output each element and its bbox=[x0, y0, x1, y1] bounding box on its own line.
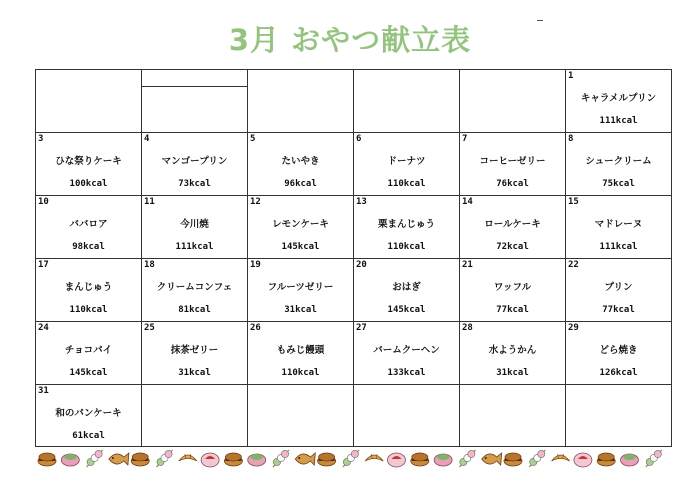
snack-kcal: 145kcal bbox=[69, 368, 108, 378]
day-number: 25 bbox=[144, 323, 155, 333]
calendar-cell bbox=[566, 322, 672, 385]
snack-name: まんじゅう bbox=[64, 282, 113, 293]
week-row bbox=[36, 133, 672, 196]
snack-kcal: 77kcal bbox=[496, 305, 529, 315]
day-number: 7 bbox=[462, 134, 468, 144]
day-number: 10 bbox=[38, 197, 49, 207]
calendar-cell bbox=[142, 70, 248, 133]
cell-split-line bbox=[142, 70, 247, 87]
day-number: 8 bbox=[568, 134, 574, 144]
day-number: 15 bbox=[568, 197, 579, 207]
snack-name: シュークリーム bbox=[585, 156, 652, 167]
daifuku-icon bbox=[388, 453, 406, 467]
dorayaki-icon bbox=[411, 453, 429, 466]
calendar-cell bbox=[36, 70, 142, 133]
calendar-cell bbox=[460, 196, 566, 259]
day-number: 14 bbox=[462, 197, 473, 207]
snack-name: フルーツゼリー bbox=[267, 282, 334, 293]
calendar-cell bbox=[566, 70, 672, 133]
day-number: 3 bbox=[38, 134, 44, 144]
snack-kcal: 31kcal bbox=[496, 368, 529, 378]
week-row bbox=[36, 385, 672, 447]
day-number: 29 bbox=[568, 323, 579, 333]
dango-icon bbox=[343, 450, 359, 467]
snack-kcal: 98kcal bbox=[72, 242, 105, 252]
dango-icon bbox=[459, 450, 475, 467]
day-number: 13 bbox=[356, 197, 367, 207]
snack-name: プリン bbox=[604, 282, 633, 293]
taiyaki-icon bbox=[109, 453, 129, 465]
calendar-cell bbox=[566, 133, 672, 196]
calendar-cell bbox=[36, 322, 142, 385]
dorayaki-icon bbox=[504, 453, 522, 466]
snack-name: 今川焼 bbox=[180, 219, 209, 230]
snack-name: 抹茶ゼリー bbox=[170, 345, 219, 356]
snack-name: 栗まんじゅう bbox=[377, 219, 435, 230]
snack-name: クリームコンフェ bbox=[156, 282, 233, 293]
day-number: 28 bbox=[462, 323, 473, 333]
calendar-cell bbox=[460, 322, 566, 385]
snack-name: バームクーヘン bbox=[373, 345, 440, 356]
day-number: 20 bbox=[356, 260, 367, 270]
calendar-cell bbox=[566, 196, 672, 259]
calendar-cell bbox=[248, 133, 354, 196]
calendar-cell bbox=[354, 133, 460, 196]
snack-name: マンゴープリン bbox=[161, 156, 228, 167]
snack-name: ひな祭りケーキ bbox=[55, 156, 122, 167]
week-row bbox=[36, 259, 672, 322]
calendar-cell bbox=[248, 70, 354, 133]
day-number: 27 bbox=[356, 323, 367, 333]
croissant-icon bbox=[552, 454, 570, 461]
snack-kcal: 111kcal bbox=[599, 242, 638, 252]
croissant-icon bbox=[365, 454, 383, 461]
snack-kcal: 111kcal bbox=[599, 116, 638, 126]
dango-icon bbox=[646, 450, 662, 467]
snack-kcal: 145kcal bbox=[387, 305, 426, 315]
calendar-cell bbox=[248, 322, 354, 385]
calendar-cell bbox=[142, 385, 248, 447]
mochi-icon bbox=[621, 454, 639, 466]
snack-name: どら焼き bbox=[599, 345, 638, 356]
snack-name: 和のパンケーキ bbox=[55, 408, 122, 419]
snack-name: マドレーヌ bbox=[594, 219, 643, 230]
day-number: 6 bbox=[356, 134, 362, 144]
week-row bbox=[36, 196, 672, 259]
calendar-cell bbox=[142, 259, 248, 322]
calendar-cell bbox=[36, 259, 142, 322]
calendar-cell bbox=[566, 385, 672, 447]
snack-kcal: 81kcal bbox=[178, 305, 211, 315]
snack-name: おはぎ bbox=[392, 282, 421, 293]
snack-kcal: 73kcal bbox=[178, 179, 211, 189]
daifuku-icon bbox=[574, 453, 592, 467]
snack-name: たいやき bbox=[281, 156, 320, 167]
week-row bbox=[36, 70, 672, 133]
calendar-cell bbox=[354, 259, 460, 322]
calendar-cell bbox=[566, 259, 672, 322]
day-number: 5 bbox=[250, 134, 256, 144]
snack-name: コーヒーゼリー bbox=[479, 156, 546, 167]
day-number: 21 bbox=[462, 260, 473, 270]
snack-kcal: 61kcal bbox=[72, 431, 105, 441]
day-number: 31 bbox=[38, 386, 49, 396]
dango-icon bbox=[529, 450, 545, 467]
snack-kcal: 75kcal bbox=[602, 179, 635, 189]
snack-name: ワッフル bbox=[493, 282, 532, 293]
snack-kcal: 77kcal bbox=[602, 305, 635, 315]
snack-kcal: 126kcal bbox=[599, 368, 638, 378]
dorayaki-icon bbox=[318, 453, 336, 466]
snack-name: もみじ饅頭 bbox=[276, 345, 325, 356]
day-number: 17 bbox=[38, 260, 49, 270]
taiyaki-icon bbox=[482, 453, 502, 465]
snack-name: キャラメルプリン bbox=[580, 93, 657, 104]
calendar-table bbox=[35, 69, 672, 447]
snack-name: 水ようかん bbox=[488, 345, 537, 356]
snack-kcal: 31kcal bbox=[284, 305, 317, 315]
snack-name: ドーナツ bbox=[387, 156, 426, 167]
calendar-cell bbox=[142, 322, 248, 385]
snack-kcal: 145kcal bbox=[281, 242, 320, 252]
calendar-cell bbox=[142, 196, 248, 259]
dango-icon bbox=[87, 450, 103, 467]
daifuku-icon bbox=[201, 453, 219, 467]
day-number: 24 bbox=[38, 323, 49, 333]
calendar-cell bbox=[354, 70, 460, 133]
day-number: 22 bbox=[568, 260, 579, 270]
calendar-cell bbox=[142, 133, 248, 196]
calendar-cell bbox=[354, 322, 460, 385]
snack-kcal: 110kcal bbox=[387, 242, 426, 252]
calendar-cell bbox=[248, 196, 354, 259]
dorayaki-icon bbox=[224, 453, 242, 466]
corner-mark bbox=[537, 20, 543, 21]
day-number: 18 bbox=[144, 260, 155, 270]
snack-border bbox=[36, 447, 666, 471]
calendar-cell bbox=[248, 385, 354, 447]
calendar-cell bbox=[354, 196, 460, 259]
snack-kcal: 72kcal bbox=[496, 242, 529, 252]
calendar-cell bbox=[460, 259, 566, 322]
dorayaki-icon bbox=[38, 453, 56, 466]
croissant-icon bbox=[179, 454, 197, 461]
calendar-cell bbox=[36, 133, 142, 196]
calendar-cell bbox=[460, 385, 566, 447]
dango-icon bbox=[273, 450, 289, 467]
snack-name: チョコパイ bbox=[64, 345, 113, 356]
snack-name: ロールケーキ bbox=[484, 219, 541, 230]
snack-kcal: 31kcal bbox=[178, 368, 211, 378]
calendar-cell bbox=[460, 133, 566, 196]
week-row bbox=[36, 322, 672, 385]
snack-kcal: 133kcal bbox=[387, 368, 426, 378]
calendar-cell bbox=[36, 196, 142, 259]
day-number: 1 bbox=[568, 71, 574, 81]
snack-kcal: 110kcal bbox=[281, 368, 320, 378]
day-number: 19 bbox=[250, 260, 261, 270]
day-number: 12 bbox=[250, 197, 261, 207]
snack-kcal: 76kcal bbox=[496, 179, 529, 189]
calendar-cell bbox=[36, 385, 142, 447]
calendar-cell bbox=[460, 70, 566, 133]
snack-kcal: 96kcal bbox=[284, 179, 317, 189]
snack-name: レモンケーキ bbox=[272, 219, 329, 230]
mochi-icon bbox=[248, 454, 266, 466]
day-number: 4 bbox=[144, 134, 150, 144]
dango-icon bbox=[157, 450, 173, 467]
mochi-icon bbox=[434, 454, 452, 466]
page-title: 3月 おやつ献立表 bbox=[228, 23, 472, 57]
mochi-icon bbox=[61, 454, 79, 466]
calendar-cell bbox=[354, 385, 460, 447]
dorayaki-icon bbox=[131, 453, 149, 466]
snack-name: ババロア bbox=[69, 219, 108, 230]
snack-kcal: 110kcal bbox=[387, 179, 426, 189]
snack-kcal: 100kcal bbox=[69, 179, 108, 189]
day-number: 11 bbox=[144, 197, 155, 207]
taiyaki-icon bbox=[295, 453, 315, 465]
dorayaki-icon bbox=[597, 453, 615, 466]
calendar-cell bbox=[248, 259, 354, 322]
snack-kcal: 110kcal bbox=[69, 305, 108, 315]
day-number: 26 bbox=[250, 323, 261, 333]
snack-kcal: 111kcal bbox=[175, 242, 214, 252]
